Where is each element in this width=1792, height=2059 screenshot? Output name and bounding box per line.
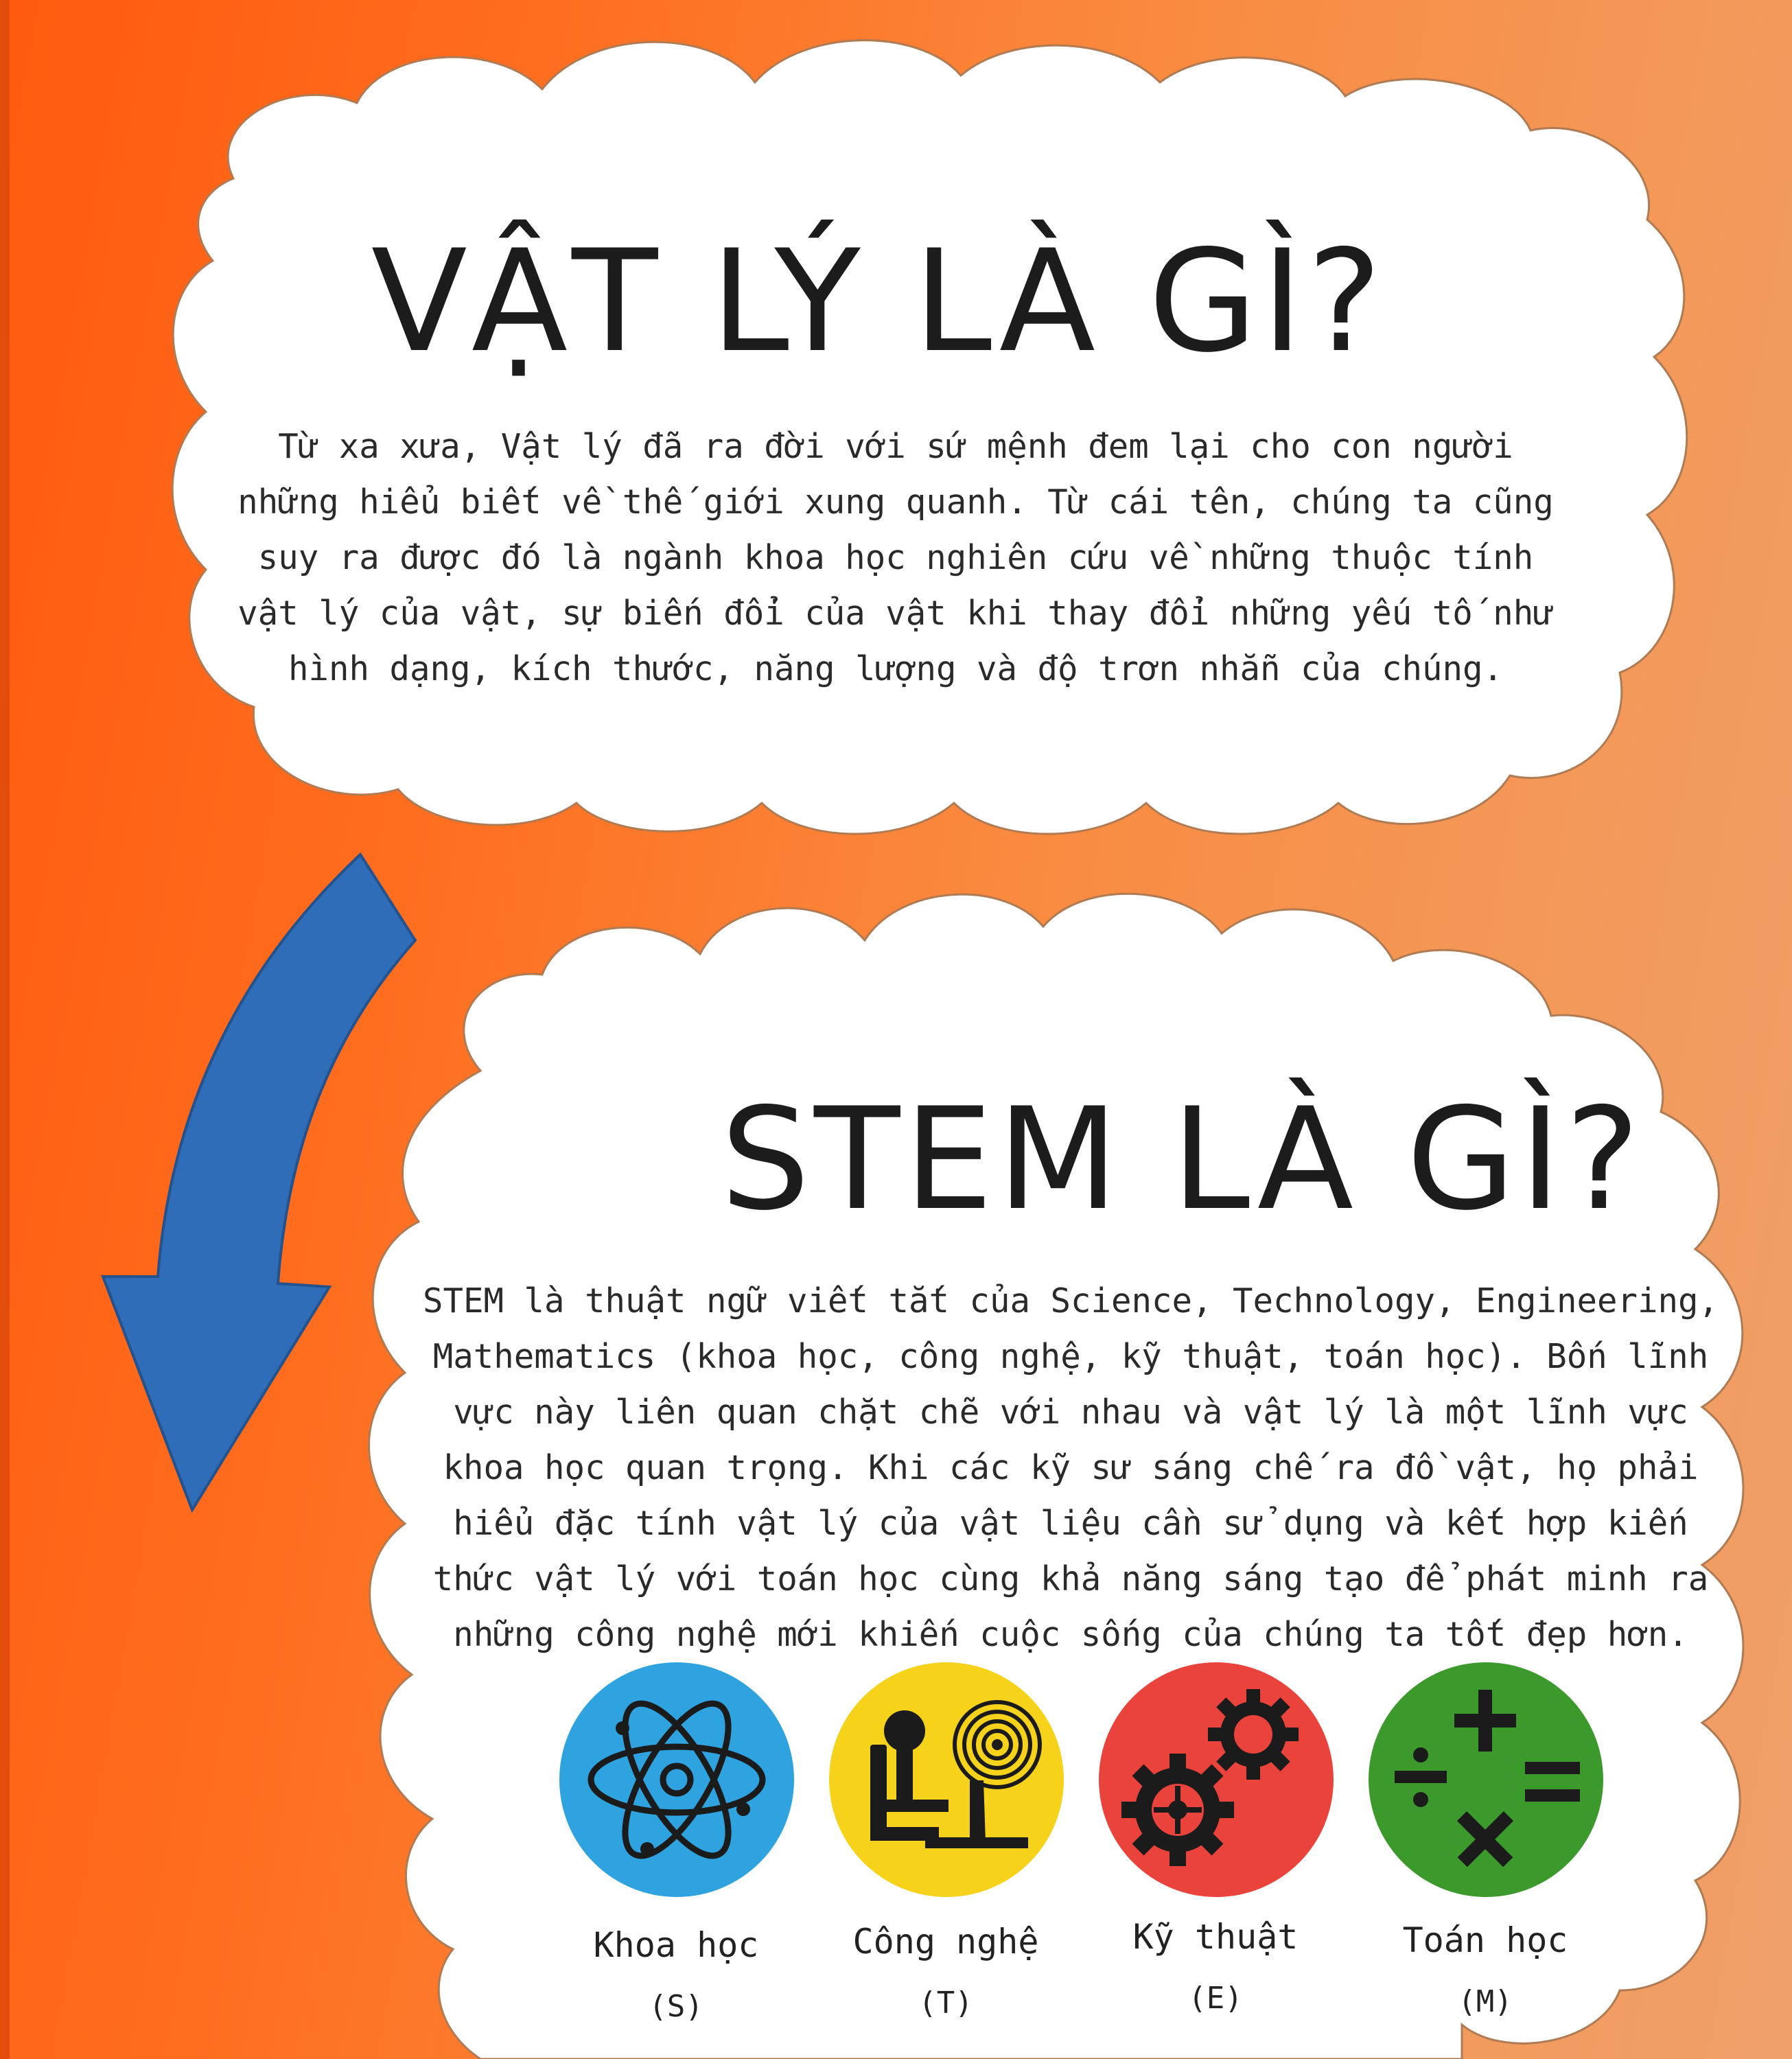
person-computer-icon (829, 1662, 1064, 1897)
science-letter: (S) (649, 1989, 703, 2024)
math-circle (1369, 1662, 1603, 1897)
science-label (552, 1923, 800, 2026)
engineering-circle (1099, 1662, 1334, 1897)
page-title-physics: VẬT LÝ LÀ GÌ? (371, 220, 1386, 384)
math-name: Toán học (1402, 1920, 1568, 1960)
engineering-label (1092, 1915, 1339, 2018)
science-name: Khoa học (593, 1925, 759, 1965)
technology-label (822, 1920, 1069, 2023)
engineering-letter: (E) (1188, 1981, 1243, 2016)
atom-icon (559, 1662, 794, 1897)
gears-icon (1099, 1662, 1334, 1897)
math-symbols-icon (1369, 1662, 1603, 1897)
curved-arrow (103, 854, 415, 1510)
math-label (1362, 1918, 1609, 2021)
page-title-stem: STEM LÀ GÌ? (721, 1078, 1644, 1242)
technology-letter: (T) (918, 1986, 973, 2021)
technology-name: Công nghệ (852, 1922, 1039, 1962)
technology-circle (829, 1662, 1064, 1897)
math-letter: (M) (1458, 1984, 1513, 2019)
science-circle (559, 1662, 794, 1897)
engineering-name: Kỹ thuật (1132, 1917, 1299, 1957)
stem-paragraph: STEM là thuật ngữ viết tắt của Science, Technology, Engineering, Mathematics (khoa học, công nghệ, kỹ thuật, toán học). Bốn lĩnh vực này liên quan chặt chẽ với nhau và vật lý là một lĩnh vực khoa học quan trọng. Khi các kỹ sư sáng chế ra đồ vật, họ phải hiểu đặc tính vật lý của vật liệu cần sử dụng và kết hợp kiến thức vật lý với toán học cùng khả năng sáng tạo để phát minh ra những công nghệ mới khiến cuộc sống của chúng ta tốt đẹp hơn. (422, 1281, 1719, 1654)
physics-paragraph: Từ xa xưa, Vật lý đã ra đời với sứ mệnh đem lại cho con người những hiểu biết về thế giới xung quanh. Từ cái tên, chúng ta cũng suy ra được đó là ngành khoa học nghiên cứu về những thuộc tính vật lý của vật, sự biến đổi của vật khi thay đổi những yếu tố như hình dạng, kích thước, năng lượng và độ trơn nhẵn của chúng. (237, 427, 1554, 688)
